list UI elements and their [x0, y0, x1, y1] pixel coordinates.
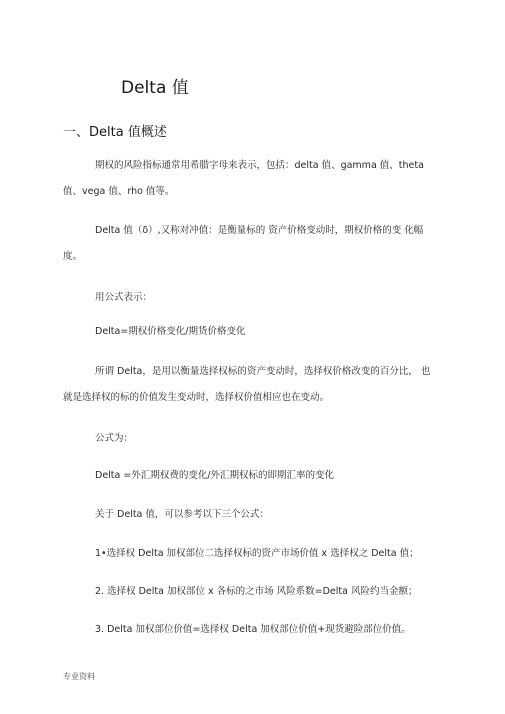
- formula-line: 2. 选择权 Delta 加权部位 x 各标的之市场 风险系数=Delta 风险约当金额；: [95, 586, 418, 597]
- formula-line: 1•选择权 Delta 加权部位二选择权标的资产市场价值 x 选择权之 Delta 值；: [95, 548, 419, 559]
- paragraph-line: 值、vega 值、rho 值等。: [63, 186, 175, 197]
- paragraph-line: 期权的风险指标通常用希腊字母来表示，包括：delta 值、gamma 值、theta: [95, 160, 424, 171]
- formula-line: 3. Delta 加权部位价值=选择权 Delta 加权部位价值+现货避险部位价值。: [95, 624, 411, 635]
- paragraph-line: 关于 Delta 值，可以参考以下三个公式：: [95, 509, 269, 520]
- document-title: Delta 值: [121, 78, 189, 98]
- paragraph-line: 度。: [63, 251, 83, 262]
- paragraph-line: 所谓 Delta，是用以衡量选择权标的资产变动时，选择权价格改变的百分比， 也: [95, 366, 431, 377]
- section-heading: 一、Delta 值概述: [63, 125, 167, 140]
- paragraph-line: 公式为：: [95, 433, 134, 444]
- paragraph-line: Delta 值（δ）,又称对冲值：是衡量标的 资产价格变动时，期权价格的变 化幅: [95, 225, 424, 236]
- paragraph-line: Delta =外汇期权费的变化/外汇期权标的即期汇率的变化: [95, 470, 335, 481]
- page-footer: 专业资料: [63, 672, 95, 681]
- paragraph-line: Delta=期权价格变化/期货价格变化: [95, 326, 246, 337]
- paragraph-line: 就是选择权的标的价值发生变动时，选择权价值相应也在变动。: [63, 392, 330, 403]
- paragraph-line: 用公式表示：: [95, 292, 153, 303]
